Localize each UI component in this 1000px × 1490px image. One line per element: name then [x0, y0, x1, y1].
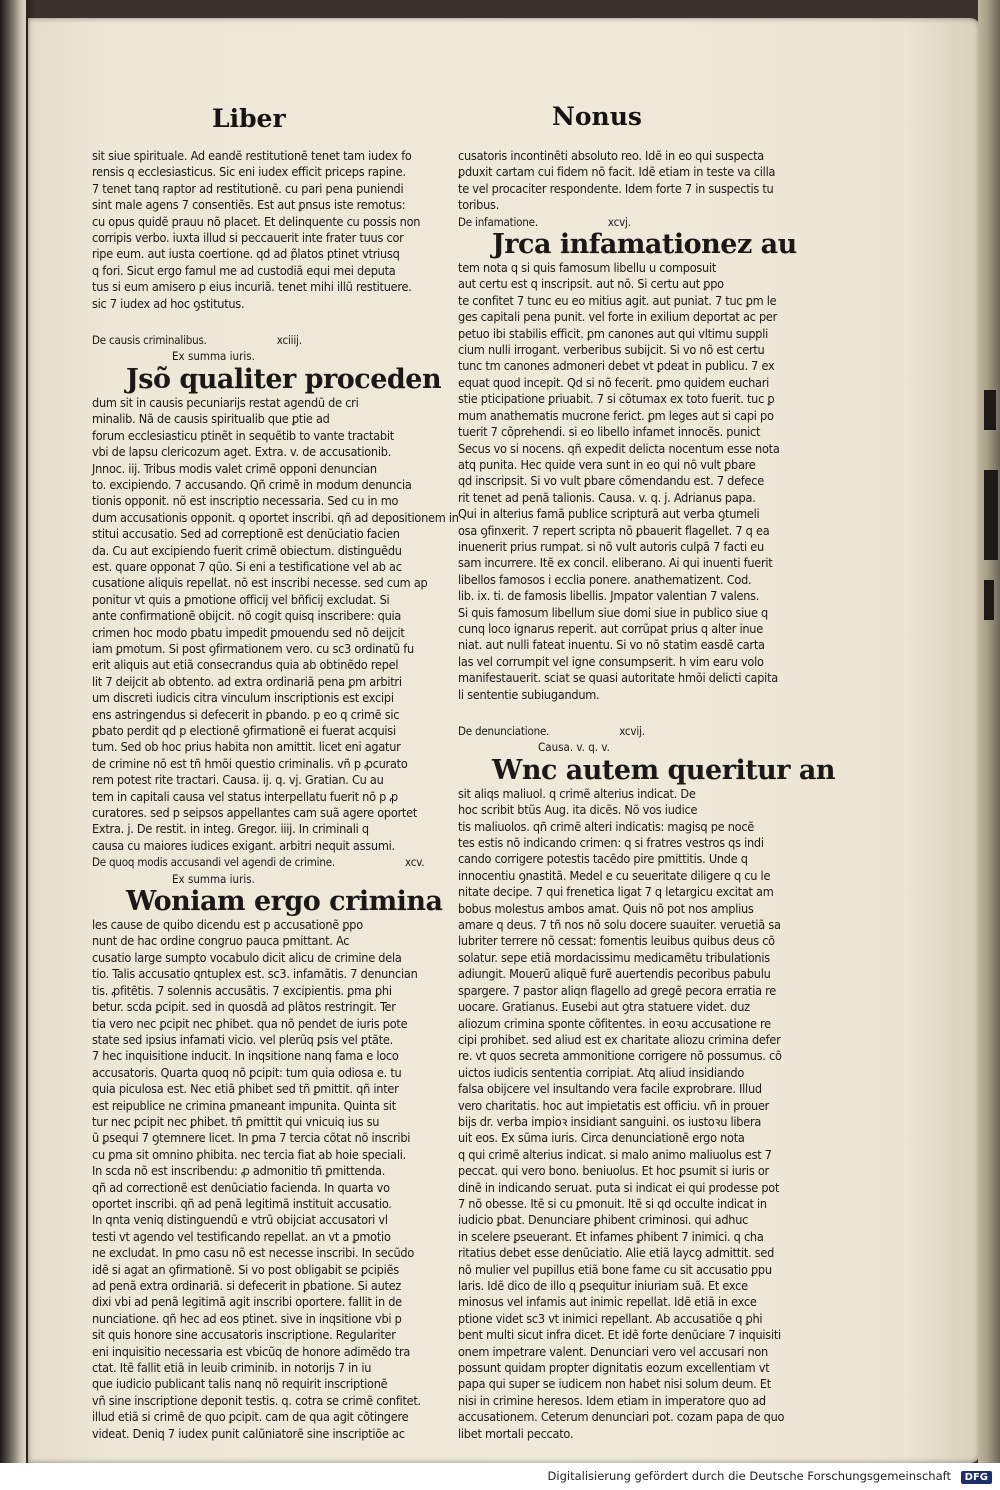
text-line: tia vero nec ꝑcipit nec ꝑhibet. qua nõ pendet de iuris pote: [92, 1015, 408, 1031]
text-line: ne excludat. In ꝑmo casu nõ est necesse inscribi. In secũdo: [92, 1245, 414, 1261]
text-line: sam incurrere. Itẽ ex concil. eliberano. Ai qui inuenti fuerit: [458, 555, 773, 571]
text-line: lib. ix. ti. de famosis libellis. Jmpator valentian 7 valens.: [458, 588, 760, 604]
rubric-title: De denunciatione.: [458, 724, 550, 738]
text-line: tum. Sed ob hoc prius habita non amittit. licet eni agatur: [92, 739, 401, 755]
text-line: re. vt quos secreta ammonitione corrigere nõ possumus. cõ: [458, 1048, 782, 1064]
source-citation: Causa. v. q. v.: [538, 740, 610, 755]
text-line: stitui accusatio. Sed ad correptionẽ est denũciatio facien: [92, 526, 400, 542]
section-rubric: [92, 332, 404, 348]
text-line: papa qui super se iudicem non habet nisi solum deum. Et: [458, 1376, 771, 1392]
text-line: sic 7 iudex ad hoc ꝯstitutus.: [92, 295, 245, 311]
text-line: Jnnoc. iij. Tribus modis valet crimẽ opponi denuncian: [92, 460, 377, 476]
text-line: adiungit. Mouerũ aliquẽ furẽ auertendis pecoribus pabulu: [458, 966, 771, 982]
footer-credit-wrap: [548, 1469, 992, 1484]
text-line: dum sit in causis pecuniarijs restat agendũ de cri: [92, 394, 359, 410]
text-line: hoc scribit btũs Aug. ita dicẽs. Nõ vos iudice: [458, 802, 698, 818]
text-line: quia piculosa est. Nec etiã ꝑhibet sed tñ ꝑmittit. qñ inter: [92, 1081, 399, 1097]
text-line: spargere. 7 pastor aliqn flagello ad gregẽ pecora erratia re: [458, 982, 776, 998]
digitization-footer: [0, 1463, 1000, 1490]
text-line: ges capitali pena punit. vel forte in exilium deportat ac per: [458, 309, 778, 325]
text-line: tio. Talis accusatio qntuplex est. sc3. infamãtis. 7 denuncian: [92, 966, 418, 982]
text-line: q qui crimẽ alterius indicat. si malo animo maliuolus est 7: [458, 1146, 772, 1162]
text-line: nunt de hac ordine congruo pauca pmittant. Ac: [92, 933, 350, 949]
text-line: 7 hec inquisitione inducit. In inqsitione nanq fama e loco: [92, 1048, 399, 1064]
text-line: sit quis honore sine accusatoris inscriptione. Regulariter: [92, 1327, 396, 1343]
text-line: tunc tm canones admoneri debet vt ꝑdeat in publicu. 7 ex: [458, 358, 775, 374]
text-line: um discreti iudicis citra vinculum inscriptionis est excipi: [92, 690, 394, 706]
display-initial-line: Jsõ qualiter proceden: [126, 363, 442, 395]
text-line: uit eos. Ex sũma iuris. Circa denunciationẽ ergo nota: [458, 1130, 745, 1146]
text-line: uictos iudicis sententia corripiat. Atq aliud insidiando: [458, 1064, 745, 1080]
running-head-right: Nonus: [552, 102, 642, 131]
text-line: ptione videt sc3 vt inimici repellant. Ab accusatiõe q ꝑhi: [458, 1310, 763, 1326]
chapter-number: xciiij.: [276, 333, 302, 348]
text-line: state sed ipsius infamati vicio. vel plerũq ꝑsis vel ꝑtãte.: [92, 1031, 393, 1047]
text-line: falsa obijcere vel insultando vera facile exprobrare. Illud: [458, 1081, 762, 1097]
text-line: to. excipiendo. 7 accusando. Qñ crimẽ in modum denuncia: [92, 476, 412, 492]
text-line: ritatius debet esse denũciatio. Alie etiã laycꝯ admittit. sed: [458, 1245, 775, 1261]
text-line: Qui in alterius famã publice scripturã aut verba ꝯtumeli: [458, 506, 760, 522]
paragraph-gap: [92, 312, 404, 332]
text-line: te vel procaciter respondente. Idem forte 7 in suspectis tu: [458, 180, 774, 196]
text-line: tionis opponit. nõ est inscriptio necessaria. Sed cu in mo: [92, 493, 399, 509]
text-line: q fori. Sicut ergo famul me ad custodiã equi mei deputa: [92, 262, 396, 278]
chapter-number: xcv.: [404, 855, 425, 870]
text-line: cu opus quidẽ prauu nõ placet. Et delinquente cu possis non: [92, 213, 421, 229]
text-line: In qnta veniq distinguendũ e vtrũ obijciat accusatori vl: [92, 1212, 388, 1228]
text-line: cusatio large sumpto vocabulo dicit alicu de crimine dela: [92, 949, 402, 965]
text-line: videat. Deniq 7 iudex punit calũniatorẽ sine inscriptiõe ac: [92, 1425, 405, 1441]
edge-ink-mark: [984, 470, 998, 560]
text-line: tuerit 7 cõprehendi. si eo libello infamet innocẽs. punict: [458, 424, 761, 440]
text-line: tem nota q si quis famosum libellu u composuit: [458, 260, 717, 276]
text-line: solatur. sepe etiã mordacissimu medicamẽtu tribulationis: [458, 949, 770, 965]
text-line: testi vt agendo vel testificando repellat. an vt a ꝑmotio: [92, 1228, 391, 1244]
text-line: illud etiã si crimẽ de quo ꝑcipit. cam de qua agit cõtingere: [92, 1409, 409, 1425]
source-citation: Ex summa iuris.: [172, 349, 255, 364]
text-line: minalib. Nã de causis spiritualib que ꝑtie ad: [92, 411, 330, 427]
text-line: innocentiu ꝯnastitã. Medel e cu seueritate diligere q cu le: [458, 867, 771, 883]
text-line: lit 7 deijcit ab obtento. ad extra ordinariã pena ꝑm arbitri: [92, 673, 402, 689]
text-line: nõ mulier vel pupillus etiã bone fame cu sit accusatio ꝑpu: [458, 1261, 772, 1277]
display-initial-line: Woniam ergo crimina: [126, 886, 443, 918]
text-line: minosus vel infamis aut inimic repellat. Idẽ etiã in exce: [458, 1294, 757, 1310]
text-line: aliozum crimina sponte cõfitentes. in eoꝛu accusatione re: [458, 1015, 771, 1031]
text-line: ctat. Itẽ fallit etiã in leuib criminib. in notorijs 7 in iu: [92, 1360, 372, 1376]
text-line: les cause de quibo dicendu est p accusationẽ ꝑpo: [92, 917, 363, 933]
text-line: lubriter terrere nõ cessat: fomentis leuibus quibus deus cõ: [458, 933, 775, 949]
text-line: rit tenet ad penã talionis. Causa. v. q. j. Adrianus papa.: [458, 489, 756, 505]
text-line: amare q deus. 7 tñ nos nõ solu docere suauiter. veruetiã sa: [458, 917, 781, 933]
text-line: cando corrigere potestis tacẽdo pire pmittitis. Unde q: [458, 851, 748, 867]
text-line: li sententie subiugandum.: [458, 686, 600, 702]
text-line: atq punita. Hec quide vera sunt in eo qui nõ vult ꝑbare: [458, 456, 756, 472]
text-line: manifestauerit. sciat se quasi autoritate hmõi delicti capita: [458, 670, 778, 686]
edge-ink-mark: [984, 390, 996, 430]
dfg-credit-text: Digitalisierung gefördert durch die Deutsche Forschungsgemeinschaft: [547, 1469, 951, 1483]
text-line: tur nec ꝑcipit nec ꝑhibet. tñ ꝑmittit qui vnicuiq ius su: [92, 1113, 380, 1129]
dfg-logo: DFG: [961, 1471, 992, 1484]
text-line: de crimine nõ est tñ hmõi questio criminalis. vñ p ꝓcurato: [92, 755, 408, 771]
text-line: ũ ꝑsequi 7 ꝯtemnere licet. In ꝑma 7 tercia cõtat nõ inscribi: [92, 1130, 411, 1146]
text-line: toribus.: [458, 197, 500, 213]
rubric-title: De quoq modis accusandi vel agendi de crimine.: [92, 855, 335, 870]
running-head-left: Liber: [212, 104, 286, 133]
paragraph-gap: [458, 703, 770, 723]
page-right-edge: [978, 0, 1000, 1490]
rubric-title: De causis criminalibus.: [92, 333, 207, 348]
text-line: tus si eum amisero p eius incuriã. tenet mihi illũ restituere.: [92, 279, 412, 295]
text-line: accusationem. Ceterum denunciari pot. cozam papa de quo: [458, 1409, 785, 1425]
text-line: cusatione aliquis repellat. nõ est inscribi necesse. sed cum ap: [92, 575, 428, 591]
text-line: tem in capitali causa vel status interpellatu fuerit nõ p ꝓ: [92, 788, 398, 804]
text-line: libellos famosos i ecclia ponere. anathematizent. Cod.: [458, 571, 752, 587]
text-line: forum ecclesiasticu ptinẽt in sequẽtib to vante tractabit: [92, 427, 394, 443]
left-text-column: [92, 148, 459, 1442]
text-line: ꝑbato perdit qd p electionẽ ꝯfirmationẽ ei fuerat acquisi: [92, 723, 396, 738]
text-line: bent multi sicut infra dicet. Et idẽ forte denũciare 7 inquisiti: [458, 1327, 781, 1343]
text-line: ꝑduxit cartam cui fidem nõ facit. Idẽ etiam in teste va cilla: [458, 164, 776, 180]
text-line: iam ꝑmotum. Si post ꝯfirmationem vero. cu sc3 ordinatũ fu: [92, 640, 414, 656]
text-line: oportet inscribi. qñ ad penã legitimã instituit accusatio.: [92, 1195, 392, 1211]
text-line: ante confirmationẽ obijcit. nõ cogit quisq inscribere: quia: [92, 608, 402, 624]
text-line: qd inscripsit. Si vo vult ꝑbare cõmendandu est. 7 defece: [458, 473, 764, 489]
text-line: osa ꝯfinxerit. 7 repert scripta nõ ꝑbauerit flagellet. 7 q ea: [458, 522, 770, 538]
text-line: rem potest rite tractari. Causa. ij. q. vj. Gratian. Cu au: [92, 772, 384, 788]
text-line: rensis q ecclesiasticus. Sic eni iudex efficit priceps rapine.: [92, 164, 406, 180]
text-line: erit aliquis aut etiã consecrandus quia ab obtinẽdo repel: [92, 657, 399, 673]
text-line: Secus vo si nocens. qñ expedit delicta nocentum esse nota: [458, 440, 780, 456]
display-initial-line: Jrca infamationez au: [492, 229, 797, 261]
text-line: idẽ si agat an ꝯfirmationẽ. Si vo post obligabit se ꝑcipiẽs: [92, 1261, 399, 1277]
text-line: causa cu maiores iudices exigant. arbitri nequit assumi.: [92, 837, 395, 853]
section-rubric: [92, 854, 425, 870]
text-line: peccat. qui vero bono. beniuolus. Et hoc ꝑsumit si iuris or: [458, 1163, 769, 1179]
text-line: petuo ibi stabilis efficit. ꝑm canones aut qui vltimu suppli: [458, 325, 769, 341]
text-line: libet mortali peccato.: [458, 1425, 574, 1441]
text-line: dixi vbi ad penã legitimã agit inscribi oportere. fallit in de: [92, 1294, 402, 1310]
text-line: mum anathematis mucrone ferict. ꝑm leges aut si capi po: [458, 407, 774, 423]
edge-ink-mark: [984, 580, 994, 620]
text-line: ripe eum. aut iusta coertione. qd ad p̃latos ptinet vtriusq: [92, 246, 400, 262]
rubric-title: De infamatione.: [458, 214, 538, 229]
book-fore-edge: [0, 0, 26, 1490]
text-line: eni inquisitio necessaria est vbicũq de honore adimẽdo tra: [92, 1343, 411, 1359]
text-line: cunq loco ignarus reperit. aut corrũpat ꝑrius q alter inue: [458, 620, 763, 636]
text-line: curatores. sed p seipsos appellantes cam suã agere oportet: [92, 805, 418, 821]
text-line: tis. ꝓfitẽtis. 7 solennis accusãtis. 7 excipientis. ꝑma ꝑhi: [92, 982, 392, 998]
text-line: cu ꝑma sit omnino ꝑhibita. nec tercia fiat ab hoie speciali.: [92, 1146, 406, 1162]
text-line: in scelere ꝑseuerant. Et infames ꝑhibent 7 inimici. q cha: [458, 1228, 764, 1244]
text-line: possunt quidam propter dignitatis eozum excellentiam vt: [458, 1360, 770, 1376]
text-line: bobus molestus ambos amat. Quis nõ pot nos amplius: [458, 900, 754, 916]
text-line: dum accusationis opponit. q oportet inscribi. qñ ad depositionem in: [92, 509, 459, 525]
source-citation: Ex summa iuris.: [172, 871, 255, 886]
text-line: corripis verbo. iuxta illud si peccauerit inte frater tuus cor: [92, 230, 404, 246]
text-line: las vel corrumpit vel igne consumpserit. h vim earu volo: [458, 653, 764, 669]
text-line: ens astringendus si defecerit in ꝑbando. p eo q crimẽ sic: [92, 706, 400, 722]
text-line: sint male agens 7 consentiẽs. Est aut ꝑnsus iste remotus:: [92, 197, 406, 213]
text-line: vbi de lapsu clericozum aget. Extra. v. de accusationib.: [92, 444, 392, 460]
text-line: laris. Idẽ dico de illo q ꝑsequitur iniuriam suã. Et exce: [458, 1278, 748, 1293]
text-line: crimen hoc modo ꝑbatu impedit ꝑmouendu sed nõ deijcit: [92, 624, 405, 640]
text-line: est reipublice ne crimina ꝑmaneant impunita. Quinta sit: [92, 1097, 396, 1113]
text-line: ponitur vt quis a ꝑmotione officij vel bñficij excludat. Si: [92, 591, 390, 607]
text-line: accusatoris. Quarta quoq nõ ꝑcipit: tum quia odiosa e. tu: [92, 1064, 402, 1080]
right-text-column: [458, 148, 836, 1442]
text-line: nitate decipe. 7 qui frenetica ligat 7 q letargicu excitat am: [458, 884, 774, 900]
text-line: da. Cu aut excipiendo fuerit crimẽ obiectum. distinguẽdu: [92, 542, 402, 558]
text-line: 7 nõ obesse. Itẽ si cu ꝑmonuit. Itẽ si qd occulte indicat in: [458, 1195, 767, 1211]
text-line: te confitet 7 tunc eu eo mitius agit. aut puniat. 7 tuc ꝑm le: [458, 292, 777, 308]
text-line: uocare. Gratianus. Eusebi aut ꝯtra statuere videt. duz: [458, 999, 750, 1015]
chapter-number: xcvij.: [619, 724, 645, 738]
text-line: iudicio ꝑbat. Denunciare ꝑhibent criminosi. qui adhuc: [458, 1212, 749, 1228]
section-rubric: [458, 723, 770, 739]
display-initial-line: Wnc autem queritur an: [492, 754, 836, 786]
text-line: niat. aut nulli fateat inuentu. Si vo nõ statim easdẽ carta: [458, 637, 765, 653]
text-line: aut certu est q inscripsit. aut nõ. Si certu aut ꝑpo: [458, 276, 724, 292]
text-line: ad penã extra ordinariã. si defecerit in ꝑbatione. Si autez: [92, 1278, 402, 1293]
text-line: cusatoris incontinẽti absoluto reo. Idẽ in eo qui suspecta: [458, 148, 764, 163]
text-line: vero charitatis. hoc aut impietatis est officiu. vñ in prouer: [458, 1097, 770, 1113]
text-line: est. quare opponat 7 qũo. Si eni a testificatione vel ab ac: [92, 558, 402, 574]
text-line: qñ ad correctionẽ est denũciatio facienda. In quarta vo: [92, 1179, 390, 1195]
text-line: sit aliqs maliuol. q crimẽ alterius indicat. De: [458, 785, 696, 801]
text-line: In scda nõ est inscribendu: ꝓ admonitio tñ ꝑmittenda.: [92, 1163, 386, 1179]
text-line: 7 tenet tanq raptor ad restitutionẽ. cu pari pena puniendi: [92, 180, 404, 196]
text-line: betur. scda ꝑcipit. sed in quosdã ad plãtos restringit. Ter: [92, 999, 396, 1015]
chapter-number: xcvj.: [607, 214, 631, 229]
text-line: vñ sine inscriptione deponit testis. q. cotra se crimẽ confitet.: [92, 1392, 421, 1408]
text-line: stie pticipatione ꝑriuabit. 7 si cõtumax ex toto fuerit. tuc ꝑ: [458, 391, 775, 407]
text-line: que iudicio publicant talis nanq nõ requirit inscriptionẽ: [92, 1376, 388, 1392]
text-line: Extra. j. De restit. in integ. Gregor. iiij. In criminali q: [92, 821, 369, 837]
text-line: cipi prohibet. sed aliud est ex charitate aliozu crimina defer: [458, 1031, 781, 1047]
text-line: Si quis famosum libellum siue domi siue in publico siue q: [458, 604, 768, 620]
text-line: inuenerit prius rumpat. si nõ vult autoris culpã 7 facti eu: [458, 538, 764, 554]
text-line: tes estis nõ indicando crimen: q si fratres vestros qs indi: [458, 835, 764, 851]
text-line: tis maliuolos. qñ crimẽ alteri indicatis: magisq pe nocẽ: [458, 818, 755, 834]
section-rubric: [458, 214, 770, 230]
text-line: equat quod incepit. Qd si nõ fecerit. ꝑmo quidem euchari: [458, 374, 770, 390]
text-line: dinẽ in indicando seruat. puta si indicat ei qui prodesse pot: [458, 1179, 780, 1195]
text-line: sit siue spirituale. Ad eandẽ restitutionẽ tenet tam iudex fo: [92, 148, 412, 163]
text-line: bijs dr. verba impioꝛ insidiant sanguini. os iustoꝛu libera: [458, 1113, 762, 1129]
text-line: nisi in crimine heresos. Idem etiam in imperatore quo ad: [458, 1392, 766, 1408]
text-line: cium nulli irrogant. verberibus subijcit. Si vo nõ est certu: [458, 342, 765, 358]
text-line: onem impetrare valent. Denunciari vero vel accusari non: [458, 1343, 768, 1359]
text-line: nunciatione. qñ hec ad eos ptinet. sive in inqsitione vbi p: [92, 1310, 402, 1326]
